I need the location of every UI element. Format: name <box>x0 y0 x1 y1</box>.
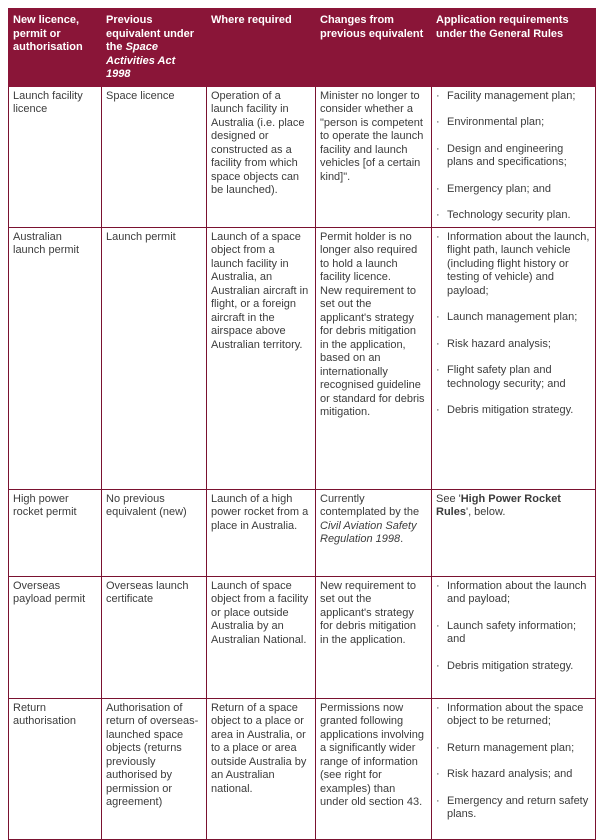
header-text: New licence, permit or authorisation <box>13 14 83 53</box>
cell-text: Space licence <box>106 89 175 102</box>
cell-requirements <box>432 489 596 576</box>
cell-previous <box>102 698 207 839</box>
cell-where <box>207 576 316 698</box>
bullet-content <box>447 209 590 223</box>
cell-paragraph <box>320 90 426 185</box>
cell-text: No previous equivalent (new) <box>106 492 187 518</box>
bullet-content <box>447 580 590 607</box>
header-text: Application requirements under the General Rules <box>436 14 569 40</box>
bullet-marker: · <box>436 794 440 807</box>
cell-paragraph <box>13 231 96 258</box>
cell-changes <box>316 576 432 698</box>
cell-text: New requirement to set out the applicant's strategy for debris mitigation in the application. <box>320 579 416 646</box>
cell-requirements <box>432 86 596 227</box>
cell-requirements <box>432 227 596 489</box>
cell-paragraph <box>13 580 96 607</box>
bullet-content <box>447 90 590 104</box>
cell-text: Launch facility licence <box>13 89 83 115</box>
header-text: Space Activities Act 1998 <box>106 41 176 80</box>
cell-text: High Power Rocket Rules <box>436 492 561 518</box>
table-row <box>9 489 596 576</box>
cell-requirements <box>432 698 596 839</box>
cell-where <box>207 698 316 839</box>
cell-text: Permissions now granted following applications involving a significantly wider range of information (see right for examples) than under old section 43. <box>320 701 424 808</box>
header-text: Changes from previous equivalent <box>320 14 424 40</box>
bullet-content <box>447 795 590 822</box>
cell-text: Australian launch permit <box>13 230 80 256</box>
cell-text: Emergency plan; and <box>447 182 551 195</box>
cell-text: Information about the launch and payload; <box>447 579 587 605</box>
cell-text: Flight safety plan and technology security; and <box>447 364 566 390</box>
cell-where <box>207 489 316 576</box>
bullet-marker: · <box>436 659 440 672</box>
cell-text: Emergency and return safety plans. <box>447 794 589 820</box>
bullet-marker: · <box>436 768 440 780</box>
cell-text: Operation of a launch facility in Australia (i.e. place designed or constructed as a facility from which space objects can be launched). <box>211 89 305 196</box>
header-text: Previous equivalent under the <box>106 14 195 53</box>
cell-text: Civil Aviation Safety Regulation 1998 <box>320 519 417 545</box>
bullet-item <box>436 90 590 104</box>
cell-text: Design and engineering plans and specifications; <box>447 142 567 168</box>
cell-text: Launch management plan; <box>447 311 578 323</box>
bullet-item <box>436 116 590 130</box>
bullet-content <box>447 742 590 756</box>
cell-text: Information about the launch, flight path, launch vehicle (including flight history or testing of vehicle) and payload; <box>447 230 590 297</box>
bullet-marker: · <box>436 311 440 323</box>
cell-changes <box>316 698 432 839</box>
bullet-item <box>436 620 590 647</box>
bullet-content <box>447 338 590 352</box>
bullet-item <box>436 580 590 607</box>
table-row <box>9 86 596 227</box>
bullet-marker: · <box>436 741 440 754</box>
bullet-marker: · <box>436 142 440 155</box>
cell-text: Return management plan; <box>447 741 575 754</box>
cell-previous <box>102 576 207 698</box>
bullet-item <box>436 702 590 729</box>
bullet-item <box>436 143 590 170</box>
bullet-marker: · <box>436 404 440 416</box>
cell-where <box>207 86 316 227</box>
cell-text: Launch permit <box>106 230 176 243</box>
bullet-item <box>436 660 590 674</box>
cell-requirements <box>432 576 596 698</box>
cell-text: Overseas payload permit <box>13 579 86 605</box>
bullet-content <box>447 620 590 647</box>
cell-paragraph <box>106 90 201 104</box>
cell-text: Currently contemplated by the <box>320 492 420 518</box>
cell-text: New requirement to set out the applicant's strategy for debris mitigation in the application, based on an internationally recognised guideline or standard for debris mitigation. <box>320 284 425 418</box>
cell-paragraph <box>211 231 310 353</box>
cell-licence <box>9 576 102 698</box>
bullet-content <box>447 702 590 729</box>
cell-previous <box>102 227 207 489</box>
cell-text: Authorisation of return of overseas-launched space objects (returns previously authorised by permission or agreement) <box>106 701 199 808</box>
bullet-content <box>447 768 590 782</box>
cell-changes <box>316 86 432 227</box>
cell-paragraph <box>320 702 426 810</box>
cell-paragraph <box>106 702 201 810</box>
cell-text: ', below. <box>465 506 506 518</box>
bullet-marker: · <box>436 182 440 195</box>
bullet-item <box>436 231 590 299</box>
cell-text: Debris mitigation strategy. <box>447 659 574 672</box>
bullet-item <box>436 338 590 352</box>
cell-text: Technology security plan. <box>447 209 571 221</box>
header-row <box>9 9 596 87</box>
cell-text: Risk hazard analysis; <box>447 337 551 350</box>
cell-paragraph <box>13 493 96 520</box>
cell-text: Facility management plan; <box>447 89 576 102</box>
column-header-changes <box>316 9 432 87</box>
bullet-marker: · <box>436 364 440 376</box>
cell-paragraph <box>106 231 201 245</box>
bullet-content <box>447 183 590 197</box>
table-row <box>9 698 596 839</box>
bullet-item <box>436 768 590 782</box>
cell-licence <box>9 227 102 489</box>
bullet-content <box>447 143 590 170</box>
bullet-item <box>436 209 590 223</box>
cell-text: Minister no longer to consider whether a "person is competent to operate the launch facility and launch vehicles [of a certain kind]". <box>320 89 424 183</box>
cell-licence <box>9 86 102 227</box>
bullet-marker: · <box>436 209 440 221</box>
cell-text: Launch safety information; and <box>447 619 577 645</box>
cell-text: Return of a space object to a place or area in Australia, or to a place or area outside Australia by an Australian national. <box>211 701 307 795</box>
cell-paragraph <box>320 580 426 648</box>
bullet-content <box>447 404 590 418</box>
cell-paragraph <box>320 493 426 547</box>
bullet-marker: · <box>436 337 440 350</box>
bullet-marker: · <box>436 701 440 714</box>
cell-changes <box>316 227 432 489</box>
cell-text: Launch of space object from a facility or place outside Australia by an Australian National. <box>211 579 309 646</box>
header-text: Where required <box>211 14 292 26</box>
table-row <box>9 576 596 698</box>
bullet-item <box>436 183 590 197</box>
table-row <box>9 227 596 489</box>
cell-paragraph <box>211 702 310 797</box>
bullet-content <box>447 364 590 391</box>
cell-text: Return authorisation <box>13 701 76 727</box>
cell-paragraph <box>13 702 96 729</box>
cell-paragraph <box>436 493 590 520</box>
cell-previous <box>102 86 207 227</box>
cell-text: Launch of a high power rocket from a place in Australia. <box>211 492 309 532</box>
cell-licence <box>9 489 102 576</box>
cell-paragraph <box>320 231 426 285</box>
cell-text: Permit holder is no longer also required to hold a launch facility licence. <box>320 230 418 283</box>
bullet-marker: · <box>436 230 440 243</box>
cell-text: Debris mitigation strategy. <box>447 404 574 416</box>
cell-changes <box>316 489 432 576</box>
bullet-item <box>436 364 590 391</box>
cell-paragraph <box>211 580 310 648</box>
cell-paragraph <box>211 493 310 534</box>
bullet-content <box>447 660 590 674</box>
cell-previous <box>102 489 207 576</box>
cell-text: Information about the space object to be returned; <box>447 701 584 727</box>
bullet-item <box>436 311 590 325</box>
cell-text: High power rocket permit <box>13 492 77 518</box>
column-header-requirements <box>432 9 596 87</box>
bullet-content <box>447 231 590 299</box>
bullet-marker: · <box>436 89 440 102</box>
cell-paragraph <box>211 90 310 198</box>
bullet-item <box>436 404 590 418</box>
cell-paragraph <box>106 493 201 520</box>
column-header-previous <box>102 9 207 87</box>
column-header-where <box>207 9 316 87</box>
bullet-content <box>447 311 590 325</box>
cell-paragraph <box>13 90 96 117</box>
bullet-marker: · <box>436 619 440 632</box>
cell-paragraph <box>106 580 201 607</box>
bullet-item <box>436 742 590 756</box>
bullet-marker: · <box>436 579 440 592</box>
bullet-content <box>447 116 590 130</box>
table-body <box>9 86 596 839</box>
cell-text: Overseas launch certificate <box>106 579 189 605</box>
cell-text: Launch of a space object from a launch facility in Australia, an Australian aircraft in flight, or a foreign aircraft in the airspace above Australian territory. <box>211 230 309 351</box>
bullet-item <box>436 795 590 822</box>
cell-where <box>207 227 316 489</box>
licence-comparison-table <box>8 8 596 840</box>
cell-licence <box>9 698 102 839</box>
cell-text: . <box>400 533 404 545</box>
cell-text: Environmental plan; <box>447 116 545 128</box>
bullet-marker: · <box>436 116 440 128</box>
cell-paragraph <box>320 285 426 420</box>
column-header-licence <box>9 9 102 87</box>
cell-text: See ' <box>436 492 461 505</box>
cell-text: Risk hazard analysis; and <box>447 768 573 780</box>
